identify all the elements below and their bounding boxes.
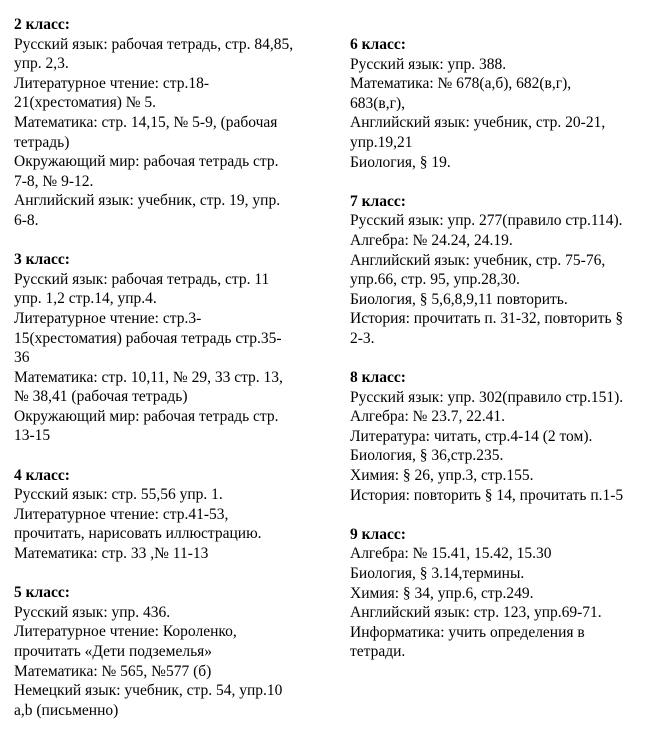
assignment-line: Русский язык: упр. 436.: [14, 603, 171, 621]
grade-section: [14, 466, 334, 564]
assignment-line: Русский язык: рабочая тетрадь, стр. 84,85,: [14, 35, 294, 53]
assignment-line: Литературное чтение: стр.18-: [14, 74, 209, 92]
grade-section: [350, 368, 660, 505]
assignment-line: Русский язык: упр. 277(правило стр.114).: [350, 212, 623, 230]
assignment-line: прочитать «Дети подземелья»: [14, 643, 213, 660]
assignment-line: Английский язык: стр. 123, упр.69-71.: [350, 604, 602, 622]
assignment-line: Русский язык: стр. 55,56 упр. 1.: [14, 486, 223, 504]
assignment-line: № 38,41 (рабочая тетрадь): [14, 388, 188, 406]
assignment-line: 36: [14, 349, 30, 367]
assignment-line: Окружающий мир: рабочая тетрадь стр.: [14, 407, 279, 425]
assignment-line: Немецкий язык: учебник, стр. 54, упр.10: [14, 682, 283, 700]
assignment-line: Математика: № 678(а,б), 682(в,г),: [350, 75, 572, 93]
assignment-line: Русский язык: рабочая тетрадь, стр. 11: [14, 270, 270, 288]
assignment-line: Математика: № 565, №577 (б): [14, 662, 212, 680]
assignment-line: 21(хрестоматия) № 5.: [14, 94, 157, 112]
grade-heading: 2 класс:: [14, 16, 70, 33]
assignment-line: Биология, § 19.: [350, 153, 451, 171]
assignment-line: упр. 1,2 стр.14, упр.4.: [14, 290, 157, 308]
assignment-line: Окружающий мир: рабочая тетрадь стр.: [14, 153, 279, 171]
assignment-line: 2-3.: [350, 329, 375, 347]
assignment-line: Литература: читать, стр.4-14 (2 том).: [350, 427, 593, 445]
grade-section: [350, 525, 660, 662]
assignment-line: Литературное чтение: стр.3-: [14, 309, 202, 327]
grade-heading: 8 класс:: [350, 369, 406, 387]
grade-heading: 6 класс:: [350, 36, 406, 53]
assignment-line: Английский язык: учебник, стр. 20-21,: [350, 114, 606, 132]
assignment-line: a,b (письменно): [14, 701, 119, 719]
assignment-line: Биология, § 36,стр.235.: [350, 447, 504, 465]
assignment-line: Биология, § 3.14,термины.: [350, 565, 525, 583]
assignment-line: 683(в,г),: [350, 94, 405, 112]
grade-section: [14, 15, 334, 231]
assignment-line: упр.19,21: [350, 133, 413, 151]
assignment-line: прочитать, нарисовать иллюстрацию.: [14, 525, 262, 543]
right-column: [350, 35, 660, 682]
left-column: [14, 15, 334, 740]
grade-section: [14, 583, 334, 720]
assignment-line: Информатика: учить определения в: [350, 623, 585, 641]
assignment-line: 7-8, № 9-12.: [14, 172, 94, 190]
assignment-line: Математика: стр. 10,11, № 29, 33 стр. 13,: [14, 368, 283, 386]
assignment-line: упр.66, стр. 95, упр.28,30.: [350, 271, 520, 289]
assignment-line: Алгебра: № 15.41, 15.42, 15.30: [350, 545, 552, 563]
assignment-line: Русский язык: упр. 302(правило стр.151).: [350, 388, 624, 406]
assignment-line: Математика: стр. 33 ,№ 11-13: [14, 545, 209, 563]
assignment-line: Литературное чтение: стр.41-53,: [14, 505, 229, 523]
assignment-line: 6-8.: [14, 211, 39, 229]
assignment-line: упр. 2,3.: [14, 55, 69, 73]
assignment-line: Химия: § 26, упр.3, стр.155.: [350, 467, 534, 485]
grade-heading: 7 класс:: [350, 192, 406, 210]
assignment-line: Математика: стр. 14,15, № 5-9, (рабочая: [14, 113, 278, 131]
assignment-line: Химия: § 34, упр.6, стр.249.: [350, 584, 534, 602]
assignment-line: Русский язык: упр. 388.: [350, 55, 507, 73]
assignment-line: Английский язык: учебник, стр. 75-76,: [350, 251, 606, 269]
assignment-line: История: повторить § 14, прочитать п.1-5: [350, 486, 624, 504]
grade-heading: 4 класс:: [14, 466, 70, 484]
assignment-line: Алгебра: № 24.24, 24.19.: [350, 231, 513, 249]
grade-heading: 9 класс:: [350, 525, 406, 543]
assignment-line: Биология, § 5,6,8,9,11 повторить.: [350, 290, 568, 308]
assignment-line: 15(хрестоматия) рабочая тетрадь стр.35-: [14, 329, 282, 347]
grade-section: [350, 192, 660, 349]
assignment-line: тетради.: [350, 643, 406, 661]
grade-heading: 3 класс:: [14, 251, 70, 269]
assignment-line: История: прочитать п. 31-32, повторить §: [350, 310, 624, 328]
assignment-line: Литературное чтение: Короленко,: [14, 623, 237, 641]
assignment-line: Алгебра: № 23.7, 22.41.: [350, 408, 505, 426]
grade-heading: 5 класс:: [14, 584, 70, 602]
assignment-line: 13-15: [14, 427, 51, 445]
grade-section: [350, 35, 660, 172]
assignment-line: Английский язык: учебник, стр. 19, упр.: [14, 192, 281, 210]
grade-section: [14, 250, 334, 446]
assignment-line: тетрадь): [14, 133, 70, 151]
